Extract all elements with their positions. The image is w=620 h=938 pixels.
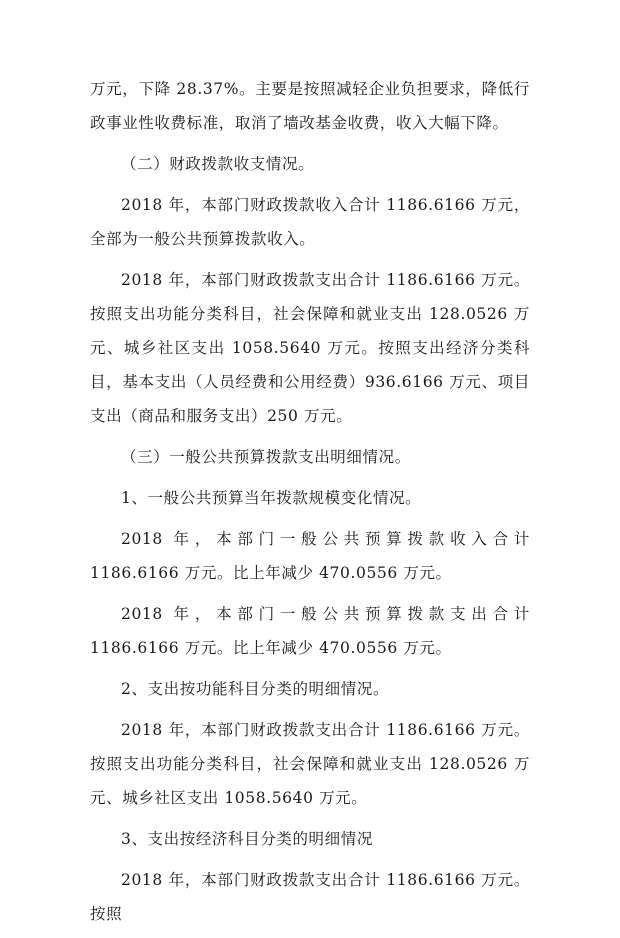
paragraph-general-budget-income: 2018 年，本部门一般公共预算拨款收入合计 1186.6166 万元。比上年减少 470.0556 万元。 [90,530,530,582]
paragraph-revenue-decline: 万元，下降 28.37%。主要是按照减轻企业负担要求，降低行政事业性收费标准，取消了墙改基金收费，收入大幅下降。 [90,80,530,132]
paragraph-general-budget-expenditure: 2018 年，本部门一般公共预算拨款支出合计 1186.6166 万元。比上年减少 470.0556 万元。 [90,605,530,657]
heading-scale-change: 1、一般公共预算当年拨款规模变化情况。 [121,489,422,507]
paragraph-appropriation-income: 2018 年，本部门财政拨款收入合计 1186.6166 万元，全部为一般公共预算拨款收入。 [90,196,530,248]
heading-fiscal-appropriation: （二）财政拨款收支情况。 [121,155,315,173]
heading-functional-classification: 2、支出按功能科目分类的明细情况。 [121,680,390,698]
heading-economic-classification: 3、支出按经济科目分类的明细情况 [121,830,373,848]
document-body [90,72,530,938]
heading-general-budget-detail: （三）一般公共预算拨款支出明细情况。 [121,448,411,466]
paragraph-functional-detail: 2018 年，本部门财政拨款支出合计 1186.6166 万元。按照支出功能分类科目，社会保障和就业支出 128.0526 万元、城乡社区支出 1058.5640 万元。 [90,721,530,807]
paragraph-economic-detail: 2018 年，本部门财政拨款支出合计 1186.6166 万元。按照 [90,871,530,923]
paragraph-appropriation-expenditure: 2018 年，本部门财政拨款支出合计 1186.6166 万元。按照支出功能分类科目，社会保障和就业支出 128.0526 万元、城乡社区支出 1058.5640 万元。按照支出经济分类科目，基本支出（人员经费和公用经费）936.6166 万元、项目支出（商品和服务支出）250 万元。 [90,271,530,425]
